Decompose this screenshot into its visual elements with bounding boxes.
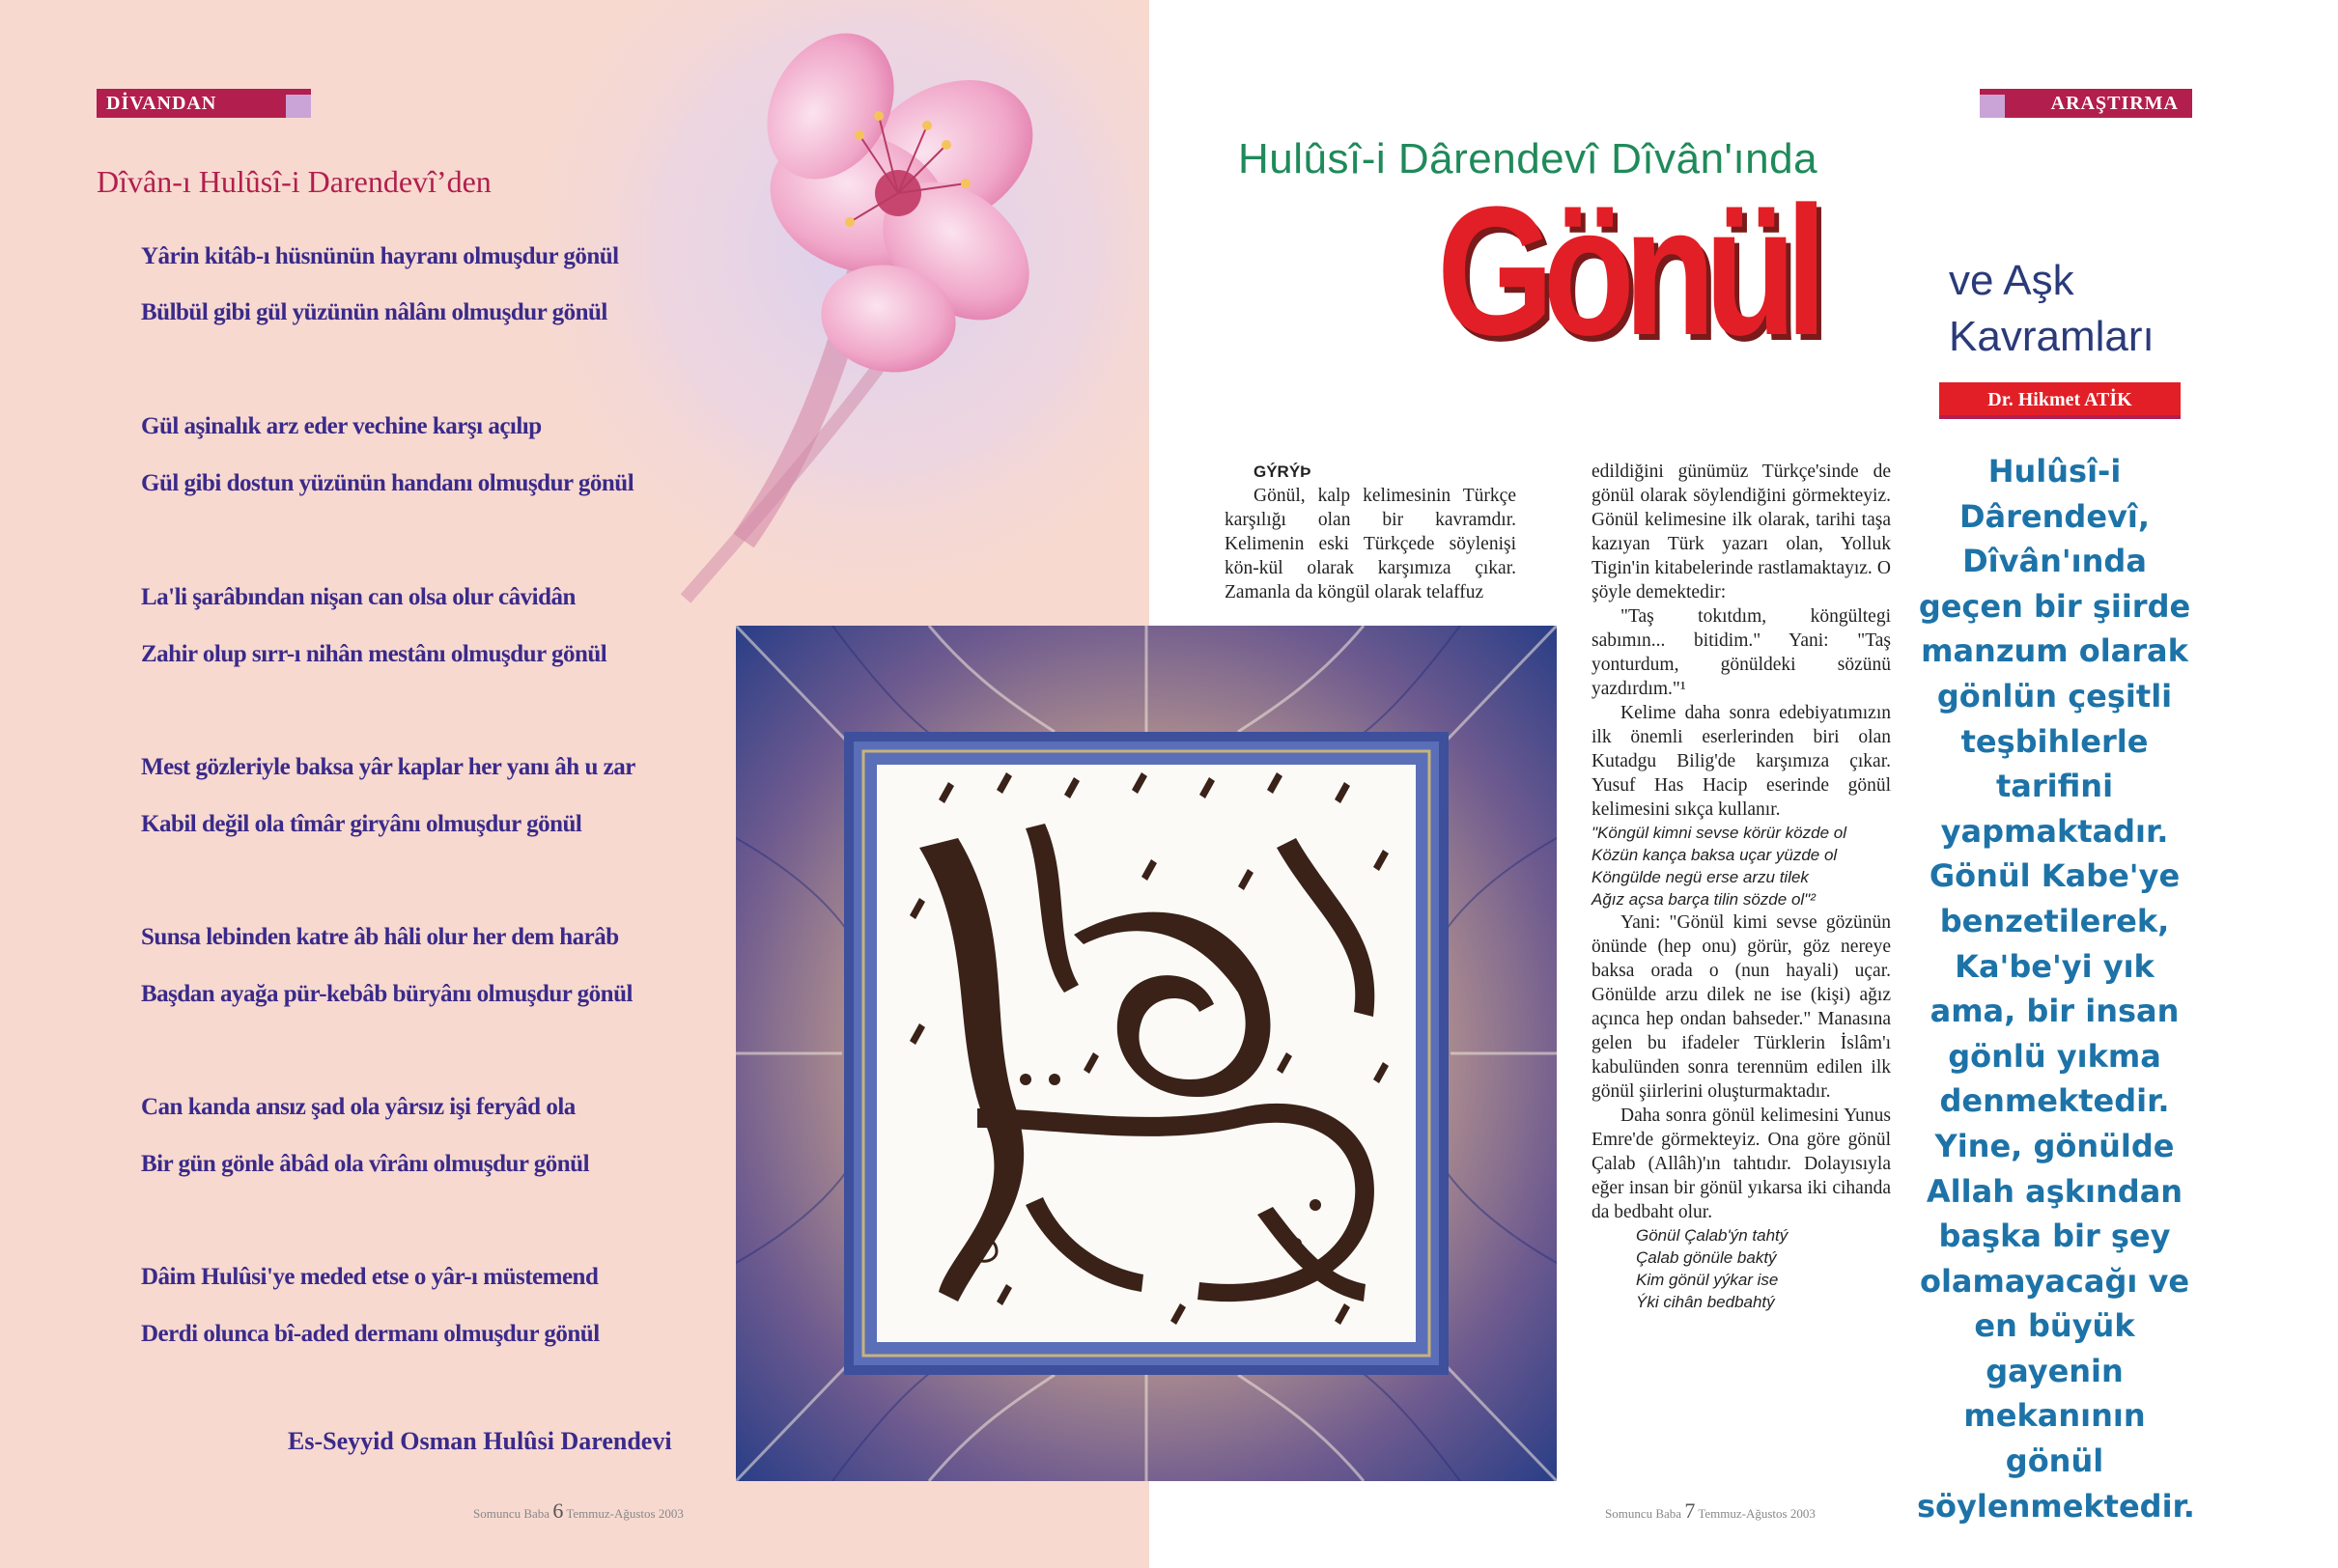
magazine-name: Somuncu Baba xyxy=(473,1506,550,1521)
verse-line: Mest gözleriyle baksa yâr kaplar her yanı âh u zar xyxy=(141,754,635,780)
section-tag-arastirma: ARAŞTIRMA xyxy=(1980,89,2192,118)
poem-signature: Es-Seyyid Osman Hulûsi Darendevi xyxy=(288,1427,672,1455)
author-badge: Dr. Hikmet ATİK xyxy=(1939,382,2181,417)
verse-line: La'li şarâbından nişan can olsa olur câvidân xyxy=(141,584,576,610)
paragraph: Daha sonra gönül kelimesini Yunus Emre'de görmekteyiz. Ona göre gönül Çalab (Allâh)'ın tahtıdır. Dolayısıyla eğer insan bir gönül yıkarsa iki cihanda da bedbaht olur. xyxy=(1592,1106,1891,1222)
verse-line: Can kanda ansız şad ola yârsız işi feryâd ola xyxy=(141,1094,576,1120)
headline-rest-line: Kavramları xyxy=(1949,313,2155,360)
verse-line: Kabil değil ola tîmâr giryânı olmuşdur gönül xyxy=(141,811,582,837)
headline-subtitle: Hulûsî-i Dârendevî Dîvân'ında xyxy=(1238,135,1818,182)
paragraph: edildiğini günümüz Türkçe'sinde de gönül olarak söylendiğini görmekteyiz. Gönül kelimesine ilk olarak, tarihi taşa kazıyan Türk yazarı olan, Yolluk Tigin'in kitabelerinde rastlamaktayız. O şöyle demektedir: xyxy=(1592,462,1891,602)
article-column-1 xyxy=(1225,460,1516,604)
issue-date: Temmuz-Ağustos 2003 xyxy=(1698,1506,1816,1521)
poem-title: Dîvân-ı Hulûsî-i Darendevî’den xyxy=(97,164,492,199)
page-footer-left xyxy=(473,1498,684,1524)
headline-main: Gönül xyxy=(1437,169,1817,374)
headline-rest xyxy=(1949,253,2155,365)
verse-line: Bir gün gönle âbâd ola vîrânı olmuşdur gönül xyxy=(141,1151,590,1177)
verse-line: Gül aşinalık arz eder vechine karşı açılıp xyxy=(141,413,542,439)
verse-line: Derdi olunca bî-aded dermanı olmuşdur gönül xyxy=(141,1321,600,1347)
paragraph: Yani: "Gönül kimi sevse gözünün önünde (hep onu) görür, göz nereye baksa orada o (nun hayali) uçar. Gönülde arzu dilek ne ise (kişi) ağız açınca hep ondan bahseder." Manasına gelen bu ifadeler Türklerin İslâm'ı kabulünden sonra terennüm edilen ilk gönül şiirlerini oluşturmaktadır. xyxy=(1592,912,1891,1102)
quote-line: Kim gönül yýkar ise xyxy=(1636,1271,1779,1289)
page-footer-right xyxy=(1605,1498,1816,1524)
quote-line: Çalab gönüle baktý xyxy=(1636,1248,1777,1267)
quote-line: Közün kança baksa uçar yüzde ol xyxy=(1592,846,1838,864)
quote-line: Ağız açsa barça tilin sözde ol"² xyxy=(1592,890,1816,909)
verse-line: Başdan ayağa pür-kebâb büryânı olmuşdur gönül xyxy=(141,981,633,1007)
tag-accent xyxy=(286,95,311,118)
cherry-blossom-image xyxy=(541,0,1149,618)
quote-line: Gönül Çalab'ýn tahtý xyxy=(1636,1226,1789,1245)
author-badge-underline xyxy=(1939,415,2181,419)
section-tag-divandan: DİVANDAN xyxy=(97,89,311,118)
article-column-2 xyxy=(1592,460,1891,1313)
magazine-name: Somuncu Baba xyxy=(1605,1506,1682,1521)
verse-line: Yârin kitâb-ı hüsnünün hayranı olmuşdur gönül xyxy=(141,243,619,269)
pull-quote: Hulûsî-i Dârendevî, Dîvân'ında geçen bir şiirde manzum olarak gönlün çeşitli teşbihlerle tarifini yapmaktadır. Gönül Kabe'ye benzetilerek, Ka'be'yi yık ama, bir insan gönlü yıkma denmektedir. Yine, gönülde Allah aşkından başka bir şey olamayacağı ve en büyük gayenin mekanının gönül söylenmektedir. xyxy=(1917,453,2195,1525)
verse-line: Dâim Hulûsi'ye meded etse o yâr-ı müstemend xyxy=(141,1264,599,1290)
page-number: 6 xyxy=(552,1498,564,1523)
issue-date: Temmuz-Ağustos 2003 xyxy=(566,1506,684,1521)
page-number: 7 xyxy=(1684,1498,1696,1523)
verse-line: Zahir olup sırr-ı nihân mestânı olmuşdur gönül xyxy=(141,641,607,667)
verse-line: Sunsa lebinden katre âb hâli olur her dem harâb xyxy=(141,924,619,950)
quote-line: "Köngül kimni sevse körür közde ol xyxy=(1592,824,1846,842)
paragraph: Kelime daha sonra edebiyatımızın ilk önemli eserlerinden biri olan Kutadgu Bilig'de karşımıza çıkar. Yusuf Has Hacip eserinde gönül kelimesini sıkça kullanır. xyxy=(1592,703,1891,820)
verse-line: Gül gibi dostun yüzünün handanı olmuşdur gönül xyxy=(141,470,634,496)
section-heading: GÝRÝÞ xyxy=(1254,462,1311,481)
paragraph: "Taş tokıtdım, köngültegi sabımın... bitidim." Yani: "Taş yonturdum, gönüldeki sözünü yazdırdım."¹ xyxy=(1592,606,1891,699)
quote-line: Ýki cihân bedbahtý xyxy=(1636,1293,1775,1311)
calligraphy-artwork xyxy=(736,626,1557,1481)
quote-line: Köngülde negü erse arzu tilek xyxy=(1592,868,1809,886)
paragraph: Gönül, kalp kelimesinin Türkçe karşılığı olan bir kavramdır. Kelimenin eski Türkçede söylenişi kön-kül olarak karşımıza çıkar. Zamanla da köngül olarak telaffuz xyxy=(1225,486,1516,602)
verse-line: Bülbül gibi gül yüzünün nâlânı olmuşdur gönül xyxy=(141,299,607,325)
headline-rest-line: ve Aşk xyxy=(1949,257,2074,304)
tag-accent xyxy=(1980,95,2005,118)
